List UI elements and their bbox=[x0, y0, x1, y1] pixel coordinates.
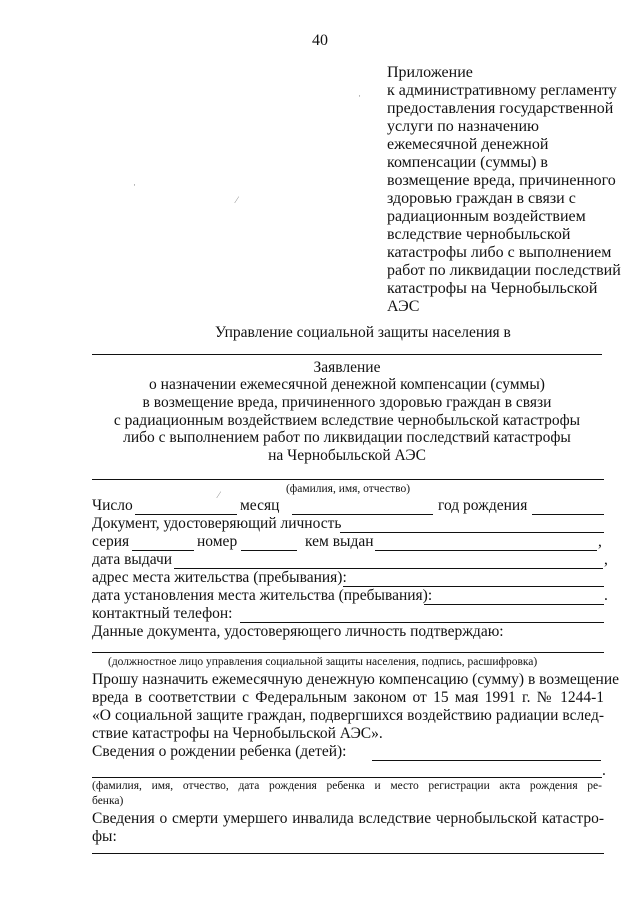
child-info-label: Сведения о рождении ребенка (детей): bbox=[92, 743, 347, 760]
number-field[interactable] bbox=[241, 550, 297, 551]
number-label: номер bbox=[197, 533, 238, 550]
address-label: адрес места жительства (пребывания): bbox=[92, 569, 347, 586]
appendix-line: ежемесячной денежной bbox=[387, 136, 549, 153]
title-line: с радиационным воздействием вследствие чернобыльской катастрофы bbox=[113, 412, 581, 429]
comma: , bbox=[598, 533, 602, 550]
birth-year-label: год рождения bbox=[438, 497, 528, 514]
month-label: месяц bbox=[240, 497, 280, 514]
appendix-line: вследствие чернобыльской bbox=[387, 226, 571, 243]
issued-by-label: кем выдан bbox=[305, 533, 374, 550]
title-line: о назначении ежемесячной денежной компенсации (суммы) bbox=[149, 376, 545, 393]
appendix-line: катастрофы на Чернобыльской bbox=[387, 280, 598, 297]
page-number: 40 bbox=[312, 32, 328, 49]
scan-speck: · bbox=[358, 91, 361, 101]
request-line: вреда в соответствии с Федеральным законом от 15 мая 1991 г. № 1244-1 bbox=[92, 689, 604, 706]
id-document-label: Документ, удостоверяющий личность bbox=[92, 515, 342, 532]
scan-speck: ⁄ bbox=[218, 490, 220, 500]
child-info-field[interactable] bbox=[372, 760, 601, 761]
birth-year-field[interactable] bbox=[532, 514, 604, 515]
official-caption: (должностное лицо управления социальной защиты населения, подпись, расшифровка) bbox=[108, 656, 538, 668]
phone-label: контактный телефон: bbox=[92, 605, 233, 622]
appendix-line: катастрофы либо с выполнением bbox=[387, 244, 612, 261]
id-document-field[interactable] bbox=[340, 532, 604, 533]
period: . bbox=[604, 587, 608, 604]
death-info-field[interactable] bbox=[92, 853, 604, 854]
title-line: на Чернобыльской АЭС bbox=[268, 447, 426, 464]
title-line: либо с выполнением работ по ликвидации последствий катастрофы bbox=[123, 429, 571, 446]
appendix-line: радиационным воздействием bbox=[387, 208, 586, 225]
department-blank[interactable] bbox=[92, 354, 602, 355]
issued-by-field[interactable] bbox=[375, 550, 597, 551]
department-line: Управление социальной защиты населения в bbox=[215, 324, 511, 341]
residence-date-label: дата установления места жительства (пребывания): bbox=[92, 587, 433, 604]
appendix-line: Приложение bbox=[387, 64, 473, 81]
appendix-line: к административному регламенту bbox=[387, 82, 617, 99]
issue-date-label: дата выдачи bbox=[92, 551, 173, 568]
death-info-line: фы: bbox=[92, 828, 117, 845]
child-caption: бенка) bbox=[92, 795, 124, 807]
official-signature-field[interactable] bbox=[92, 652, 604, 653]
appendix-line: возмещение вреда, причиненного bbox=[387, 172, 616, 189]
child-caption: (фамилия, имя, отчество, дата рождения ребенка и место регистрации акта рождения ре- bbox=[92, 780, 602, 792]
comma: , bbox=[604, 551, 608, 568]
full-name-caption: (фамилия, имя, отчество) bbox=[285, 483, 411, 495]
residence-date-field[interactable] bbox=[424, 604, 604, 605]
appendix-line: здоровью граждан в связи с bbox=[387, 190, 576, 207]
scan-speck: · bbox=[133, 180, 136, 190]
full-name-field[interactable] bbox=[92, 479, 604, 480]
appendix-line: услуги по назначению bbox=[387, 118, 540, 135]
day-label: Число bbox=[92, 497, 133, 514]
appendix-line: компенсации (суммы) в bbox=[387, 154, 548, 171]
death-info-line: Сведения о смерти умершего инвалида вследствие чернобыльской катастро- bbox=[92, 810, 604, 827]
confirm-label: Данные документа, удостоверяющего личность подтверждаю: bbox=[92, 623, 504, 640]
request-line: «О социальной защите граждан, подвергшихся воздействию радиации вслед- bbox=[92, 707, 604, 724]
period: . bbox=[602, 762, 606, 779]
appendix-line: предоставления государственной bbox=[387, 100, 614, 117]
series-label: серия bbox=[92, 533, 130, 550]
request-line: Прошу назначить ежемесячную денежную компенсацию (сумму) в возмещение bbox=[92, 671, 619, 688]
appendix-line: работ по ликвидации последствий bbox=[387, 262, 621, 279]
title-line: в возмещение вреда, причиненного здоровью граждан в связи bbox=[142, 394, 552, 411]
request-line: ствие катастрофы на Чернобыльской АЭС». bbox=[92, 725, 383, 742]
child-info-field-2[interactable] bbox=[92, 777, 602, 778]
title-heading: Заявление bbox=[313, 359, 381, 376]
scan-speck: ⁄ bbox=[236, 195, 238, 205]
appendix-line: АЭС bbox=[387, 298, 420, 315]
